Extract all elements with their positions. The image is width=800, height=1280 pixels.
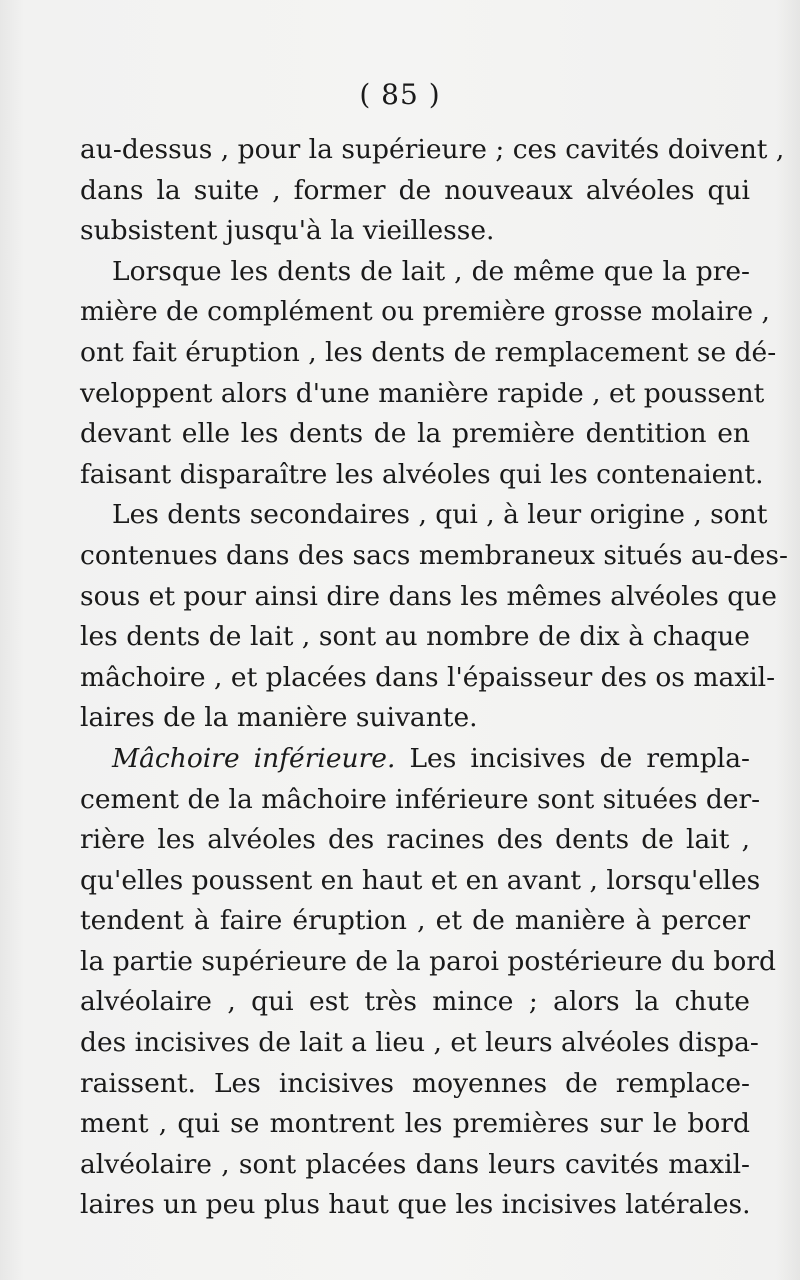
line-text: Les incisives de rempla- — [395, 742, 751, 774]
line-text: subsistent jusqu'à la vieillesse. — [80, 215, 495, 247]
text-line — [80, 617, 750, 658]
line-text: Les dents secondaires , qui , à leur origine , sont — [112, 499, 768, 531]
line-text: sous et pour ainsi dire dans les mêmes alvéoles que — [80, 580, 777, 612]
page-number: ( 85 ) — [359, 78, 441, 111]
text-line — [80, 374, 765, 415]
line-text: cement de la mâchoire inférieure sont situées der- — [80, 783, 761, 815]
text-line — [80, 171, 750, 212]
body-text — [80, 130, 788, 1226]
text-line — [80, 698, 750, 739]
line-text: des incisives de lait a lieu , et leurs alvéoles dispa- — [80, 1027, 759, 1059]
text-line — [80, 292, 770, 333]
line-text: Lorsque les dents de lait , de même que la pre- — [112, 255, 750, 287]
text-line — [80, 577, 777, 618]
line-text: mâchoire , et placées dans l'épaisseur des os maxil- — [80, 661, 776, 693]
line-text: alvéolaire , sont placées dans leurs cavités maxil- — [80, 1148, 750, 1180]
line-text: tendent à faire éruption , et de manière à percer — [80, 905, 750, 937]
line-text: veloppent alors d'une manière rapide , et poussent — [80, 377, 765, 409]
text-line — [80, 455, 764, 496]
line-text: laires de la manière suivante. — [80, 702, 478, 734]
line-text: rière les alvéoles des racines des dents de lait , — [80, 824, 750, 856]
text-line — [80, 252, 750, 293]
line-text: devant elle les dents de la première dentition en — [80, 418, 750, 450]
line-text: raissent. Les incisives moyennes de remplace- — [80, 1067, 750, 1099]
text-line — [80, 1145, 750, 1186]
line-text: au-dessus , pour la supérieure ; ces cavités doivent , — [80, 134, 785, 165]
line-text: les dents de lait , sont au nombre de dix à chaque — [80, 621, 750, 653]
text-line — [80, 942, 776, 983]
text-line — [80, 982, 750, 1023]
text-line — [80, 820, 750, 861]
text-line — [80, 495, 768, 536]
line-text: ont fait éruption , les dents de remplacement se dé- — [80, 336, 777, 368]
line-text: dans la suite , former de nouveaux alvéoles qui — [80, 174, 750, 206]
text-line — [80, 536, 788, 577]
text-line — [80, 1064, 750, 1105]
text-line — [80, 739, 750, 780]
text-line — [80, 1023, 759, 1064]
line-text: qu'elles poussent en haut et en avant , lorsqu'elles — [80, 864, 761, 896]
text-line — [80, 658, 776, 699]
line-text: mière de complément ou première grosse molaire , — [80, 296, 770, 328]
text-line — [80, 861, 761, 902]
section-heading: Mâchoire inférieure. — [112, 742, 396, 774]
text-line — [80, 333, 777, 374]
line-text: alvéolaire , qui est très mince ; alors la chute — [80, 986, 750, 1018]
line-text: contenues dans des sacs membraneux situés au-des- — [80, 539, 788, 571]
text-line — [80, 780, 761, 821]
text-line — [80, 901, 750, 942]
line-text: faisant disparaître les alvéoles qui les contenaient. — [80, 458, 764, 490]
text-line — [80, 211, 750, 252]
text-line — [80, 414, 750, 455]
text-line — [80, 1104, 750, 1145]
line-text: la partie supérieure de la paroi postérieure du bord — [80, 945, 776, 977]
text-line — [80, 1185, 750, 1226]
line-text: ment , qui se montrent les premières sur le bord — [80, 1108, 750, 1140]
text-line — [80, 130, 785, 171]
line-text: laires un peu plus haut que les incisives latérales. — [80, 1189, 751, 1221]
